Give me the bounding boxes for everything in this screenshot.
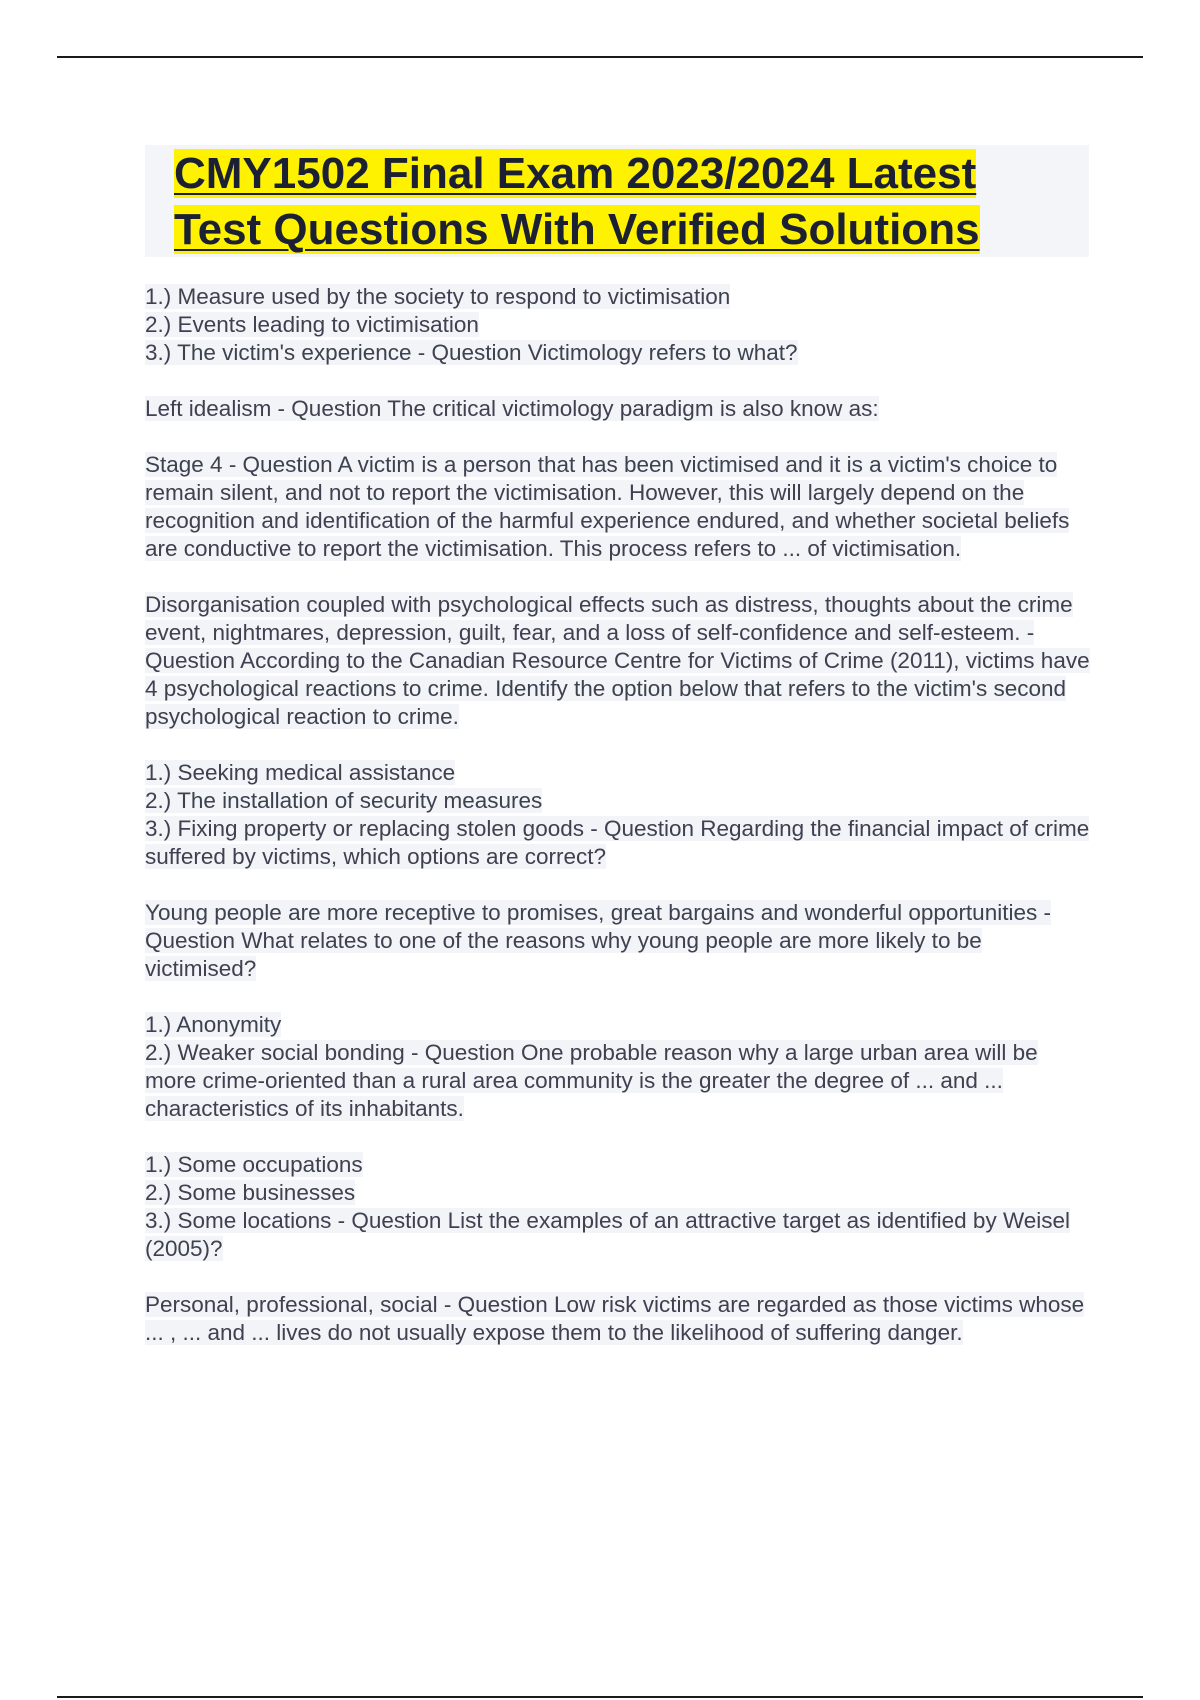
question-block-5	[145, 759, 1090, 871]
answer-line: 2.) The installation of security measures	[145, 788, 543, 813]
answer-line: 2.) Events leading to victimisation	[145, 312, 479, 337]
question-block-3	[145, 451, 1090, 563]
answer-line: 1.) Some occupations	[145, 1152, 363, 1177]
question-block-9	[145, 1291, 1090, 1347]
answer-line: 1.) Anonymity	[145, 1012, 282, 1037]
question-block-2	[145, 395, 1090, 423]
top-rule	[57, 56, 1143, 58]
answer-line: 3.) Some locations - Question List the examples of an attractive target as identified by Weisel (2005)?	[145, 1208, 1071, 1261]
question-block-1	[145, 283, 1090, 367]
question-text: Stage 4 - Question A victim is a person that has been victimised and it is a victim's choice to remain silent, and not to report the victimisation. However, this will largely depend on the recognition and identification of the harmful experience endured, and whether societal beliefs are conductive to report the victimisation. This process refers to ... of victimisation.	[145, 452, 1070, 561]
page-title	[174, 146, 1074, 258]
answer-line: 1.) Measure used by the society to respond to victimisation	[145, 284, 731, 309]
question-text: Left idealism - Question The critical victimology paradigm is also know as:	[145, 396, 879, 421]
question-block-4	[145, 591, 1090, 731]
answer-line: 1.) Seeking medical assistance	[145, 760, 456, 785]
answer-line: 2.) Some businesses	[145, 1180, 356, 1205]
question-text: Disorganisation coupled with psychological effects such as distress, thoughts about the crime event, nightmares, depression, guilt, fear, and a loss of self-confidence and self-esteem. - Question According to the Canadian Resource Centre for Victims of Crime (2011), victims have 4 psychological reactions to crime. Identify the option below that refers to the victim's second psychological reaction to crime.	[145, 592, 1090, 729]
answer-line: 3.) The victim's experience - Question Victimology refers to what?	[145, 340, 798, 365]
question-block-8	[145, 1151, 1090, 1263]
page-title-text: CMY1502 Final Exam 2023/2024 Latest Test Questions With Verified Solutions	[174, 149, 980, 254]
question-block-6	[145, 899, 1090, 983]
answer-line: 2.) Weaker social bonding - Question One probable reason why a large urban area will be more crime-oriented than a rural area community is the greater the degree of ... and ... characteristics of its inhabitants.	[145, 1040, 1038, 1121]
document-body	[145, 283, 1090, 1375]
question-block-7	[145, 1011, 1090, 1123]
answer-line: 3.) Fixing property or replacing stolen goods - Question Regarding the financial impact of crime suffered by victims, which options are correct?	[145, 816, 1090, 869]
bottom-rule	[57, 1696, 1143, 1698]
question-text: Personal, professional, social - Question Low risk victims are regarded as those victims whose ... , ... and ... lives do not usually expose them to the likelihood of suffering danger.	[145, 1292, 1085, 1345]
question-text: Young people are more receptive to promises, great bargains and wonderful opportunities - Question What relates to one of the reasons why young people are more likely to be victimised?	[145, 900, 1051, 981]
